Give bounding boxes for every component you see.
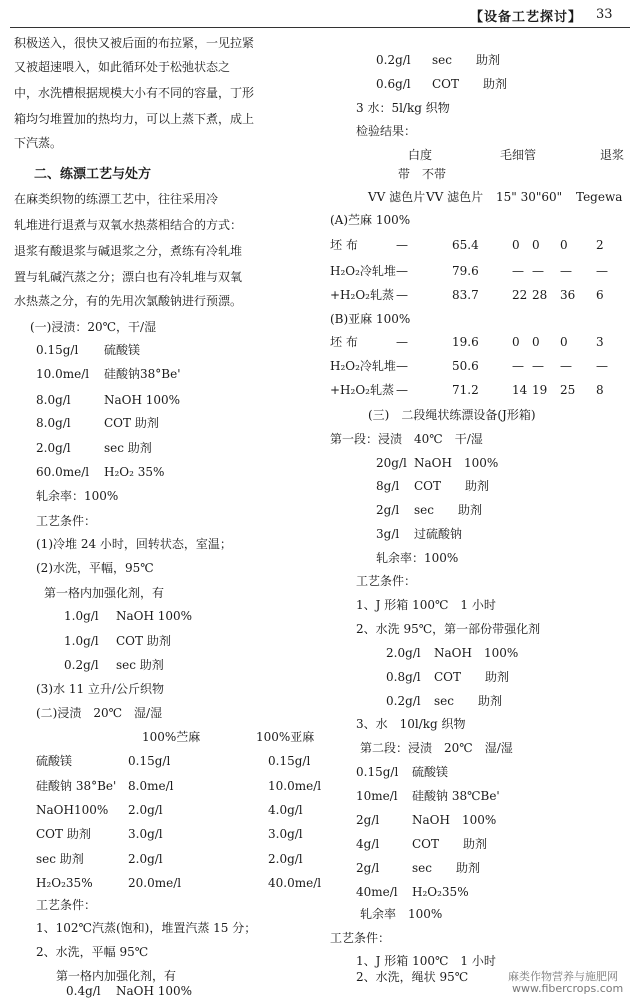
result-cell: — bbox=[596, 264, 608, 278]
result-cell: 19.6 bbox=[452, 335, 479, 349]
condition-step: 3 水：5l/kg 织物 bbox=[356, 101, 450, 115]
result-cell: 坯 布 bbox=[330, 238, 358, 252]
condition-step: 1、J 形箱 100℃ 1 小时 bbox=[356, 598, 496, 612]
result-head: VV 滤色片 bbox=[426, 190, 484, 204]
result-cell: 0 bbox=[532, 238, 540, 252]
recipe-agent: COT 助剂 bbox=[434, 670, 510, 684]
recipe-agent: 硫酸镁 bbox=[412, 765, 449, 779]
result-cell: 36 bbox=[560, 288, 576, 302]
table-cell-flax: 3.0g/l bbox=[268, 827, 303, 841]
table-head: 100%亚麻 bbox=[256, 730, 315, 744]
condition-step: 1、102℃汽蒸(饱和)，堆置汽蒸 15 分； bbox=[36, 921, 257, 935]
result-label: 检验结果： bbox=[356, 124, 417, 138]
table-cell-ramie: 2.0g/l bbox=[128, 852, 163, 866]
process-conditions-label: 工艺条件： bbox=[356, 574, 417, 588]
recipe-amount: 4g/l bbox=[356, 837, 380, 851]
condition-step: (2)水洗，平幅，95℃ bbox=[36, 561, 154, 575]
left-para-1-line: 轧堆进行退煮与双氧水热蒸相结合的方式： bbox=[14, 218, 243, 232]
result-cell: 0 bbox=[560, 238, 568, 252]
recipe-agent: sec 助剂 bbox=[432, 53, 500, 67]
result-head: 白度 bbox=[408, 148, 433, 162]
recipe-amount: 2g/l bbox=[376, 503, 400, 517]
recipe-agent: COT 助剂 bbox=[432, 77, 508, 91]
recipe-amount: 1.0g/l bbox=[64, 609, 99, 623]
recipe-amount: 8g/l bbox=[376, 479, 400, 493]
result-cell: 0 bbox=[512, 335, 520, 349]
recipe-agent: H₂O₂35% bbox=[412, 885, 469, 899]
recipe-amount: 40me/l bbox=[356, 885, 398, 899]
table-head: 100%苎麻 bbox=[142, 730, 201, 744]
result-cell: 3 bbox=[596, 335, 604, 349]
result-cell: 22 bbox=[512, 288, 528, 302]
recipe-amount: 60.0me/l bbox=[36, 465, 90, 479]
table-cell-flax: 4.0g/l bbox=[268, 803, 303, 817]
result-cell: 6 bbox=[596, 288, 604, 302]
recipe-amount: 2g/l bbox=[356, 813, 380, 827]
table-cell-agent: 硫酸镁 bbox=[36, 754, 73, 768]
page-number: 33 bbox=[596, 7, 613, 22]
recipe-amount: 2.0g/l bbox=[386, 646, 421, 660]
result-cell: 坯 布 bbox=[330, 335, 358, 349]
recipe-amount: 2.0g/l bbox=[36, 441, 71, 455]
result-head: 15" 30"60" bbox=[496, 190, 563, 204]
result-cell: 0 bbox=[512, 238, 520, 252]
table-cell-agent: 硅酸钠 38°Be' bbox=[36, 779, 117, 793]
table-cell-ramie: 20.0me/l bbox=[128, 876, 182, 890]
left-para-0-line: 箱均匀堆置加的热均力，可以上蒸下煮，成上 bbox=[14, 112, 255, 126]
result-cell: 25 bbox=[560, 383, 576, 397]
process-conditions-label: 工艺条件： bbox=[36, 898, 97, 912]
result-cell: — bbox=[396, 288, 408, 302]
table-cell-flax: 2.0g/l bbox=[268, 852, 303, 866]
pickup-rate: 轧余率：100% bbox=[376, 551, 459, 565]
table-cell-flax: 40.0me/l bbox=[268, 876, 322, 890]
recipe-agent: NaOH 100% bbox=[412, 813, 497, 827]
result-head: VV 滤色片 bbox=[368, 190, 426, 204]
left-para-1-line: 置与轧碱汽蒸之分；漂白也有冷轧堆与双氧 bbox=[14, 270, 243, 284]
result-cell: — bbox=[396, 359, 408, 373]
condition-step: (3)水 11 立升/公斤织物 bbox=[36, 682, 164, 696]
recipe-agent: sec 助剂 bbox=[116, 658, 164, 672]
result-cell: +H₂O₂轧蒸 bbox=[330, 288, 394, 302]
recipe-amount: 1.0g/l bbox=[64, 634, 99, 648]
stage-title: 第二段：浸渍 20℃ 湿/湿 bbox=[360, 741, 513, 755]
recipe-amount: 3g/l bbox=[376, 527, 400, 541]
recipe-amount: 0.2g/l bbox=[386, 694, 421, 708]
left-para-0-line: 积极送入，很快又被后面的布拉紧，一见拉紧 bbox=[14, 36, 255, 50]
left-para-0-line: 中，水洗槽根据规模大小有不同的容量，丁形 bbox=[14, 86, 255, 100]
condition-step: 1、J 形箱 100℃ 1 小时 bbox=[356, 954, 496, 968]
result-cell: 14 bbox=[512, 383, 528, 397]
result-section: (A)苎麻 100% bbox=[330, 213, 411, 227]
recipe-agent: 过硫酸钠 bbox=[414, 527, 463, 541]
recipe-amount: 0.2g/l bbox=[376, 53, 411, 67]
left-para-1-line: 在麻类织物的练漂工艺中，往往采用冷 bbox=[14, 192, 219, 206]
recipe-amount: 0.15g/l bbox=[356, 765, 399, 779]
recipe-agent: NaOH 100% bbox=[116, 984, 193, 998]
section-1-title: (一)浸渍：20℃，干/湿 bbox=[30, 320, 157, 334]
result-cell: 8 bbox=[596, 383, 604, 397]
recipe-amount: 10.0me/l bbox=[36, 367, 90, 381]
result-cell: H₂O₂冷轧堆 bbox=[330, 359, 396, 373]
result-cell: — bbox=[532, 264, 544, 278]
result-cell: — bbox=[396, 335, 408, 349]
condition-note: 第一格内加强化剂，有 bbox=[44, 586, 165, 600]
result-cell: 50.6 bbox=[452, 359, 479, 373]
recipe-agent: 硫酸镁 bbox=[104, 343, 141, 357]
pickup-rate: 轧余率 100% bbox=[360, 907, 443, 921]
result-cell: 71.2 bbox=[452, 383, 479, 397]
result-cell: — bbox=[512, 359, 524, 373]
table-cell-agent: sec 助剂 bbox=[36, 852, 84, 866]
left-para-0-line: 下汽蒸。 bbox=[14, 136, 63, 150]
left-para-0-line: 又被超速喂入，如此循环处于松弛状态之 bbox=[14, 60, 231, 74]
left-para-1-line: 水热蒸之分，有的先用次氯酸钠进行预漂。 bbox=[14, 294, 243, 308]
recipe-amount: 8.0g/l bbox=[36, 393, 71, 407]
result-cell: 79.6 bbox=[452, 264, 479, 278]
recipe-agent: COT 助剂 bbox=[412, 837, 488, 851]
section-heading: 二、练漂工艺与处方 bbox=[34, 167, 152, 182]
result-cell: — bbox=[560, 264, 572, 278]
recipe-agent: COT 助剂 bbox=[104, 416, 159, 430]
recipe-agent: NaOH 100% bbox=[104, 393, 181, 407]
stage-title: 第一段：浸渍 40℃ 干/湿 bbox=[330, 432, 483, 446]
result-cell: 28 bbox=[532, 288, 548, 302]
recipe-amount: 20g/l bbox=[376, 456, 407, 470]
recipe-agent: COT 助剂 bbox=[116, 634, 171, 648]
recipe-agent: NaOH 100% bbox=[116, 609, 193, 623]
result-cell: +H₂O₂轧蒸 bbox=[330, 383, 394, 397]
result-cell: — bbox=[532, 359, 544, 373]
result-cell: — bbox=[560, 359, 572, 373]
recipe-agent: 硅酸钠 38℃Be' bbox=[412, 789, 500, 803]
header-rule bbox=[10, 27, 630, 28]
recipe-amount: 0.4g/l bbox=[66, 984, 101, 998]
result-head: 毛细管 bbox=[500, 148, 537, 162]
watermark-title: 麻类作物营养与施肥网 bbox=[508, 970, 618, 983]
recipe-agent: sec 助剂 bbox=[104, 441, 152, 455]
recipe-agent: H₂O₂ 35% bbox=[104, 465, 165, 479]
recipe-amount: 10me/l bbox=[356, 789, 398, 803]
result-head: 带 不带 bbox=[398, 167, 447, 181]
result-cell: 0 bbox=[532, 335, 540, 349]
result-cell: — bbox=[396, 238, 408, 252]
process-conditions-label: 工艺条件： bbox=[330, 931, 391, 945]
recipe-agent: sec 助剂 bbox=[434, 694, 502, 708]
table-cell-ramie: 3.0g/l bbox=[128, 827, 163, 841]
recipe-agent: NaOH 100% bbox=[434, 646, 519, 660]
result-cell: 65.4 bbox=[452, 238, 479, 252]
recipe-amount: 2g/l bbox=[356, 861, 380, 875]
result-cell: 19 bbox=[532, 383, 548, 397]
result-head: 退浆 bbox=[600, 148, 625, 162]
condition-step: 2、水洗 95℃，第一部份带强化剂 bbox=[356, 622, 541, 636]
recipe-agent: NaOH 100% bbox=[414, 456, 499, 470]
section-3-title: (三) 二段绳状练漂设备(J形箱) bbox=[368, 408, 536, 422]
recipe-amount: 0.15g/l bbox=[36, 343, 79, 357]
table-cell-agent: H₂O₂35% bbox=[36, 876, 93, 890]
result-cell: — bbox=[396, 383, 408, 397]
result-head: Tegewa bbox=[576, 190, 623, 204]
table-cell-agent: NaOH100% bbox=[36, 803, 109, 817]
condition-step: 2、水洗，平幅 95℃ bbox=[36, 945, 149, 959]
result-cell: — bbox=[396, 264, 408, 278]
condition-step: 3、水 10l/kg 织物 bbox=[356, 717, 466, 731]
recipe-amount: 8.0g/l bbox=[36, 416, 71, 430]
table-cell-ramie: 8.0me/l bbox=[128, 779, 174, 793]
recipe-amount: 0.2g/l bbox=[64, 658, 99, 672]
condition-note: 第一格内加强化剂，有 bbox=[56, 969, 177, 983]
pickup-rate: 轧余率：100% bbox=[36, 489, 119, 503]
recipe-agent: sec 助剂 bbox=[414, 503, 482, 517]
result-cell: — bbox=[512, 264, 524, 278]
result-cell: — bbox=[596, 359, 608, 373]
header-title: 【设备工艺探讨】 bbox=[470, 10, 583, 25]
recipe-agent: COT 助剂 bbox=[414, 479, 490, 493]
section-2-title: (二)浸渍 20℃ 湿/湿 bbox=[36, 706, 163, 720]
recipe-amount: 0.8g/l bbox=[386, 670, 421, 684]
result-cell: 83.7 bbox=[452, 288, 479, 302]
table-cell-ramie: 0.15g/l bbox=[128, 754, 171, 768]
recipe-amount: 0.6g/l bbox=[376, 77, 411, 91]
recipe-agent: 硅酸钠38°Be' bbox=[104, 367, 181, 381]
result-section: (B)亚麻 100% bbox=[330, 312, 411, 326]
process-conditions-label: 工艺条件： bbox=[36, 514, 97, 528]
result-cell: 2 bbox=[596, 238, 604, 252]
result-cell: 0 bbox=[560, 335, 568, 349]
page-header bbox=[0, 0, 640, 28]
condition-step: 2、水洗，绳状 95℃ bbox=[356, 970, 469, 984]
watermark-url: www.fibercrops.com bbox=[512, 982, 624, 995]
table-cell-flax: 0.15g/l bbox=[268, 754, 311, 768]
table-cell-ramie: 2.0g/l bbox=[128, 803, 163, 817]
condition-step: (1)冷堆 24 小时，回转状态，室温； bbox=[36, 537, 232, 551]
table-cell-agent: COT 助剂 bbox=[36, 827, 91, 841]
left-para-1-line: 退浆有酸退浆与碱退浆之分，煮练有冷轧堆 bbox=[14, 244, 243, 258]
recipe-agent: sec 助剂 bbox=[412, 861, 480, 875]
result-cell: H₂O₂冷轧堆 bbox=[330, 264, 396, 278]
table-cell-flax: 10.0me/l bbox=[268, 779, 322, 793]
